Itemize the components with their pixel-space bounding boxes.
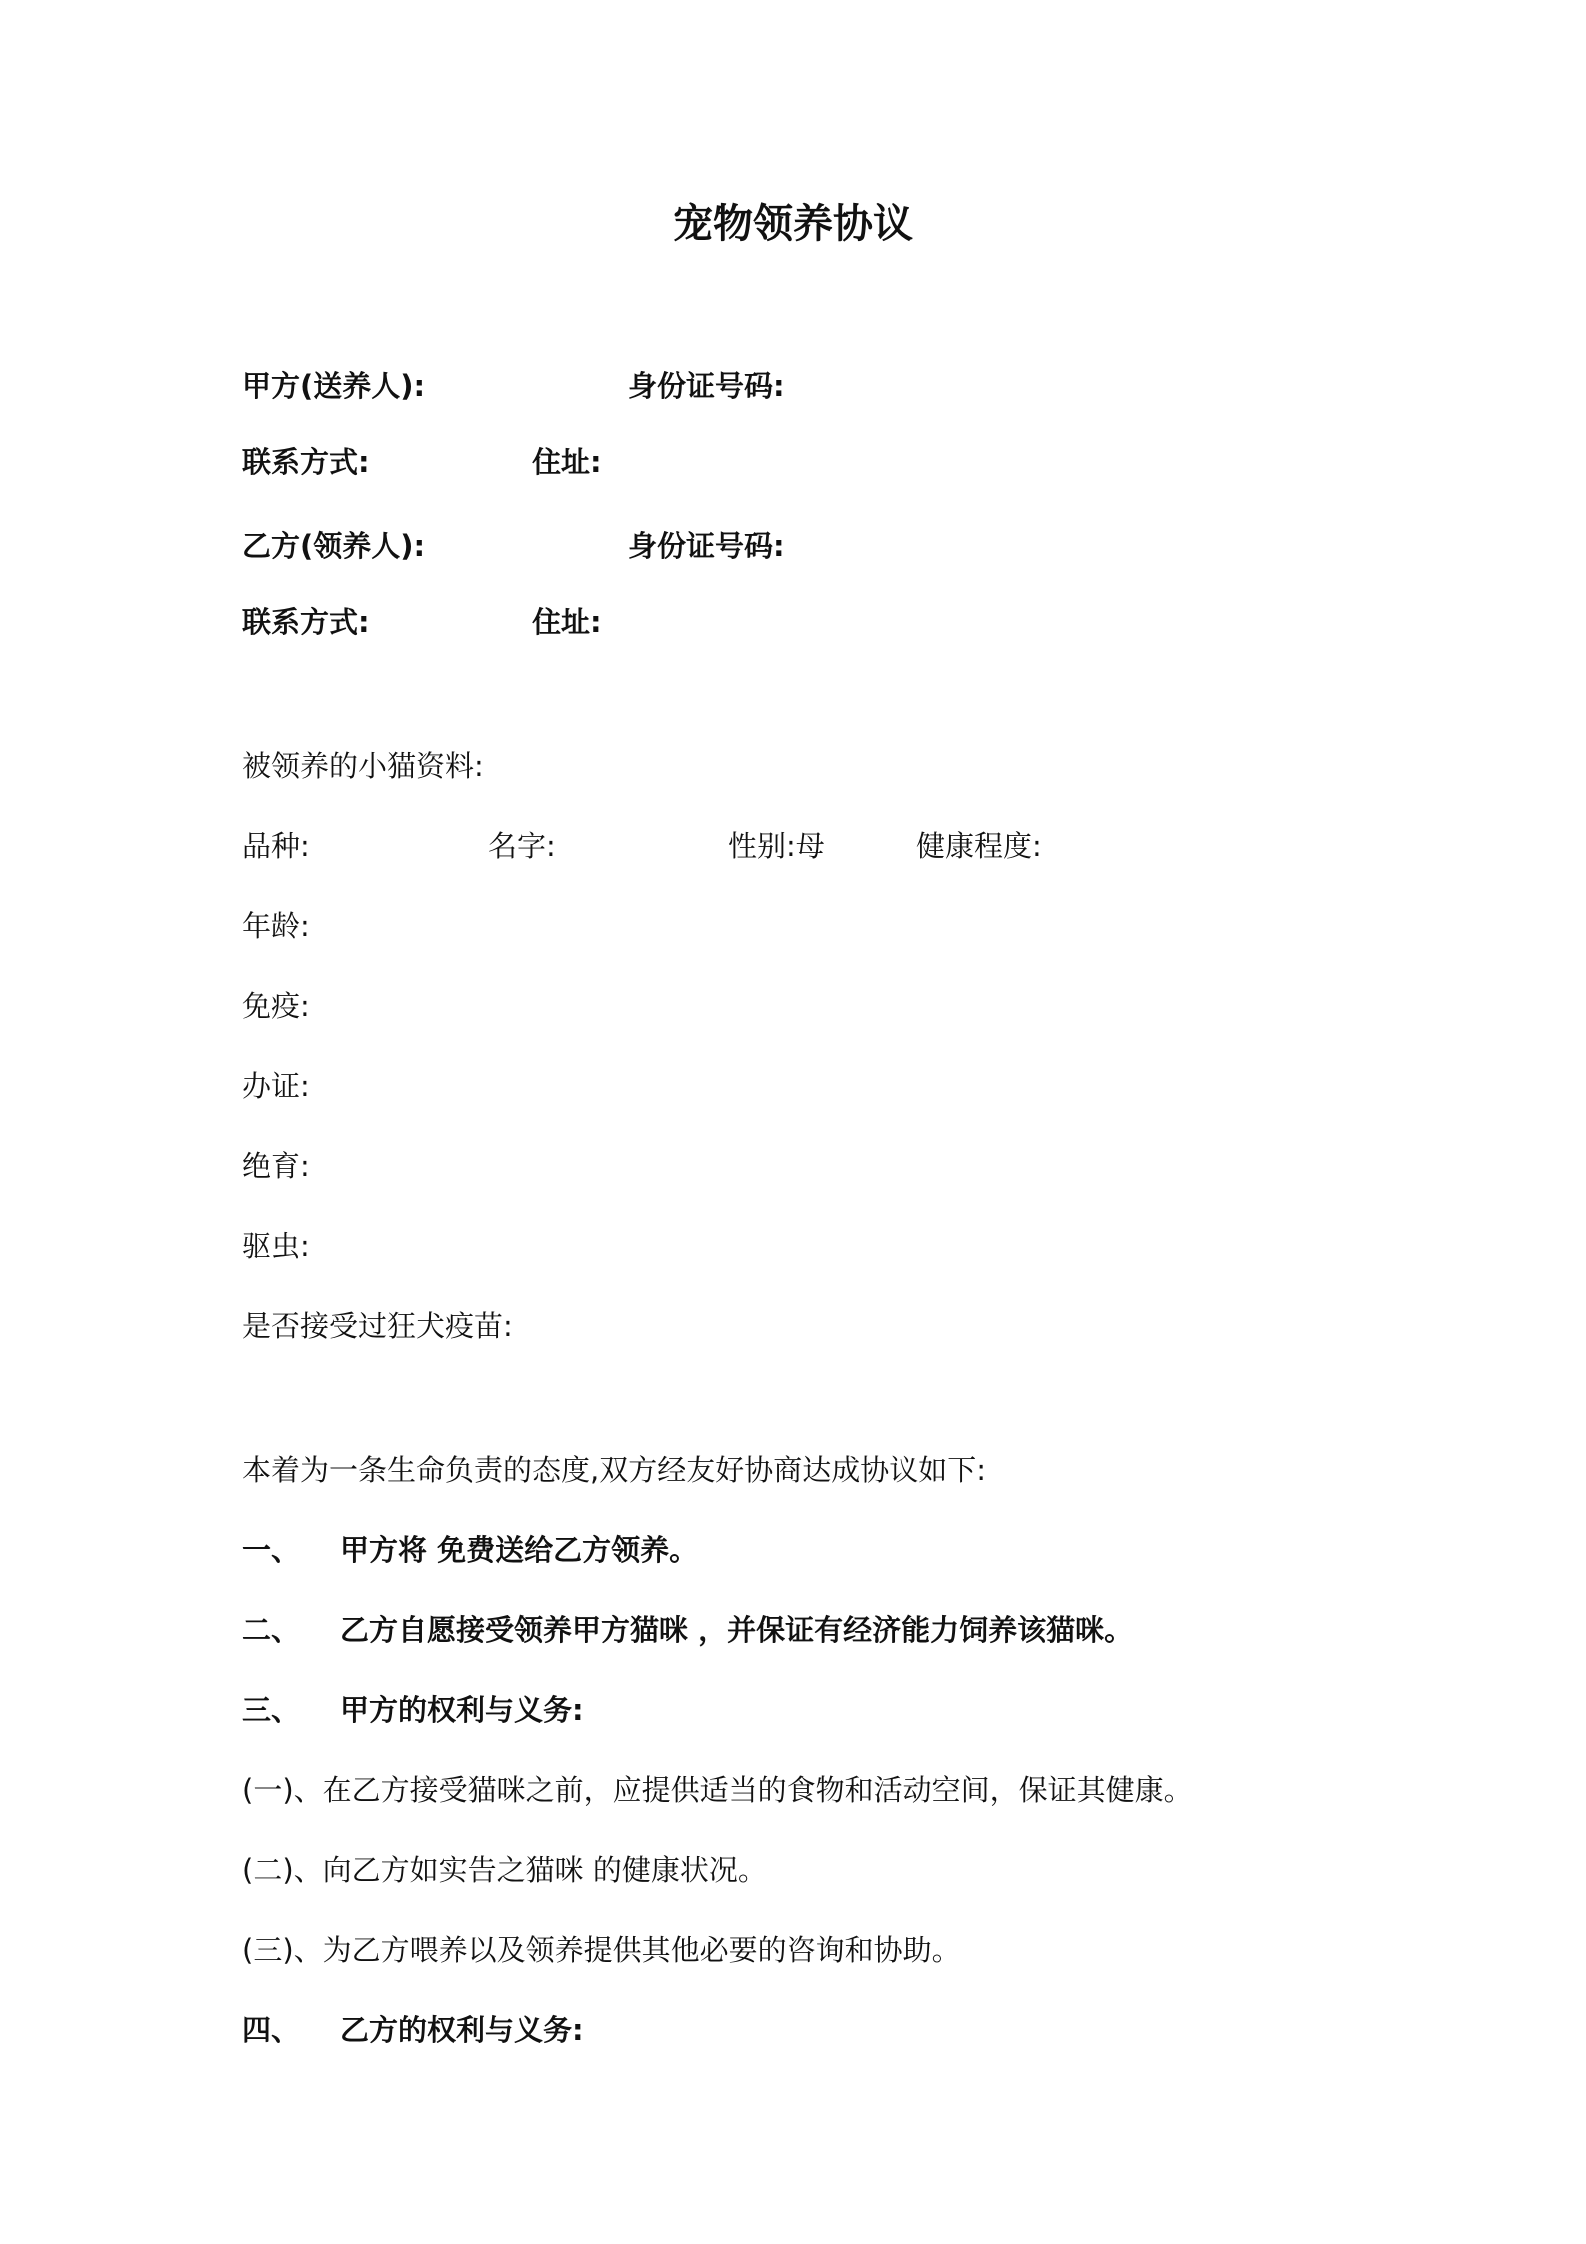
party-a-label: 甲方(送养人): xyxy=(242,369,426,403)
cat-deworming-label: 驱虫: xyxy=(242,1229,310,1263)
party-b-label: 乙方(领养人): xyxy=(242,529,426,563)
document-title: 宠物领养协议 xyxy=(673,201,913,247)
cat-health-label: 健康程度: xyxy=(916,829,1042,863)
clause-text: 乙方自愿接受领养甲方猫咪 ，并保证有经济能力饲养该猫咪。 xyxy=(340,1613,1134,1647)
cat-rabies-label: 是否接受过狂犬疫苗: xyxy=(242,1309,513,1343)
party-b-contact-label: 联系方式: xyxy=(242,605,370,639)
party-b-id-label: 身份证号码: xyxy=(628,529,785,563)
sub-clause: (一)、在乙方接受猫咪之前，应提供适当的食物和活动空间，保证其健康。 xyxy=(242,1773,1193,1807)
cat-sterilization-label: 绝育: xyxy=(242,1149,310,1183)
cat-sex-label: 性别:母 xyxy=(728,829,825,863)
sub-clause: (三)、为乙方喂养以及领养提供其他必要的咨询和协助。 xyxy=(242,1933,961,1967)
cat-info-heading: 被领养的小猫资料: xyxy=(242,749,484,783)
clause-number: 二、 xyxy=(242,1613,301,1647)
party-a-address-label: 住址: xyxy=(532,445,602,479)
clause-text: 甲方将 免费送给乙方领养。 xyxy=(340,1533,699,1567)
clause-text: 乙方的权利与义务: xyxy=(340,2013,584,2047)
cat-name-label: 名字: xyxy=(488,829,556,863)
sub-clause: (二)、向乙方如实告之猫咪 的健康状况。 xyxy=(242,1853,767,1887)
clause-number: 三、 xyxy=(242,1693,301,1727)
clause-text: 甲方的权利与义务: xyxy=(340,1693,584,1727)
agreement-intro: 本着为一条生命负责的态度,双方经友好协商达成协议如下: xyxy=(242,1453,986,1487)
cat-immunization-label: 免疫: xyxy=(242,989,310,1023)
cat-age-label: 年龄: xyxy=(242,909,310,943)
party-a-id-label: 身份证号码: xyxy=(628,369,785,403)
cat-license-label: 办证: xyxy=(242,1069,310,1103)
party-b-address-label: 住址: xyxy=(532,605,602,639)
cat-breed-label: 品种: xyxy=(242,829,310,863)
clause-number: 一、 xyxy=(242,1533,301,1567)
clause-number: 四、 xyxy=(242,2013,301,2047)
party-a-contact-label: 联系方式: xyxy=(242,445,370,479)
